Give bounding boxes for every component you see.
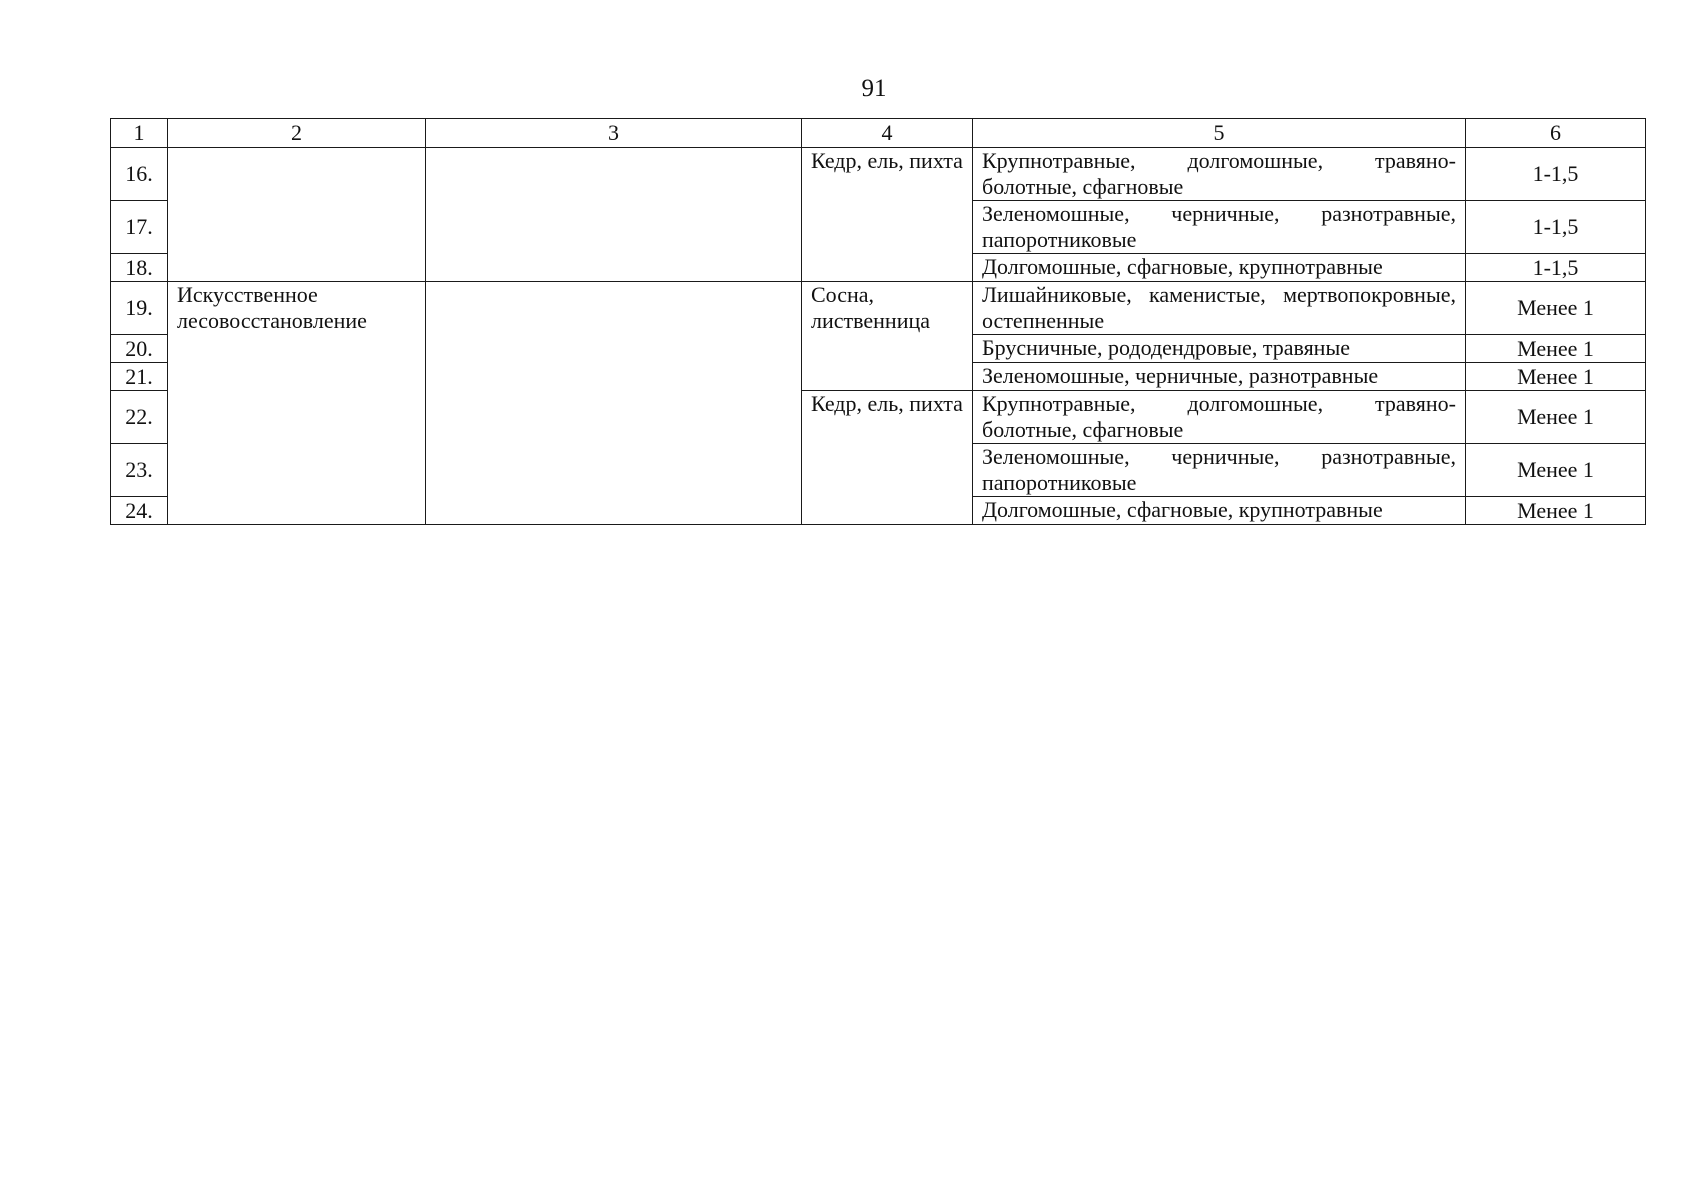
row-number: 20. — [111, 335, 168, 363]
value-cell: 1-1,5 — [1466, 201, 1646, 254]
forest-types-cell: Долгомошные, сфагновые, крупнотравные — [973, 254, 1466, 282]
forest-types-cell: Крупнотравные, долгомошные, травяно-болотные, сфагновые — [973, 391, 1466, 444]
row-number: 17. — [111, 201, 168, 254]
table-row — [111, 148, 1646, 201]
page-number: 91 — [861, 75, 887, 102]
forest-types-cell: Долгомошные, сфагновые, крупнотравные — [973, 497, 1466, 525]
column-header-6: 6 — [1466, 119, 1646, 148]
column-header-2: 2 — [168, 119, 426, 148]
row-number: 21. — [111, 363, 168, 391]
forest-types-cell: Крупнотравные, долгомошные, травяно-болотные, сфагновые — [973, 148, 1466, 201]
forest-types-cell: Зеленомошные, черничные, разнотравные, папоротниковые — [973, 444, 1466, 497]
row-number: 22. — [111, 391, 168, 444]
species-cell: Кедр, ель, пихта — [802, 391, 973, 525]
value-cell: Менее 1 — [1466, 335, 1646, 363]
value-cell: Менее 1 — [1466, 391, 1646, 444]
column-header-5: 5 — [973, 119, 1466, 148]
table-row — [111, 282, 1646, 335]
forest-regeneration-table — [110, 118, 1646, 525]
row-number: 23. — [111, 444, 168, 497]
table-header-row — [111, 119, 1646, 148]
column-3-cell-empty — [426, 148, 802, 282]
value-cell: Менее 1 — [1466, 363, 1646, 391]
row-number: 24. — [111, 497, 168, 525]
value-cell: Менее 1 — [1466, 497, 1646, 525]
method-cell: Искусственное лесовосстановление — [168, 282, 426, 525]
forest-types-cell: Зеленомошные, черничные, разнотравные, папоротниковые — [973, 201, 1466, 254]
species-cell: Кедр, ель, пихта — [802, 148, 973, 282]
value-cell: 1-1,5 — [1466, 148, 1646, 201]
species-cell: Сосна, лиственница — [802, 282, 973, 391]
method-cell-empty — [168, 148, 426, 282]
row-number: 16. — [111, 148, 168, 201]
column-3-cell-empty — [426, 282, 802, 525]
column-header-3: 3 — [426, 119, 802, 148]
value-cell: Менее 1 — [1466, 444, 1646, 497]
row-number: 19. — [111, 282, 168, 335]
column-header-4: 4 — [802, 119, 973, 148]
value-cell: Менее 1 — [1466, 282, 1646, 335]
value-cell: 1-1,5 — [1466, 254, 1646, 282]
column-header-1: 1 — [111, 119, 168, 148]
forest-types-cell: Зеленомошные, черничные, разнотравные — [973, 363, 1466, 391]
forest-types-cell: Лишайниковые, каменистые, мертвопокровные, остепненные — [973, 282, 1466, 335]
forest-types-cell: Брусничные, рододендровые, травяные — [973, 335, 1466, 363]
row-number: 18. — [111, 254, 168, 282]
